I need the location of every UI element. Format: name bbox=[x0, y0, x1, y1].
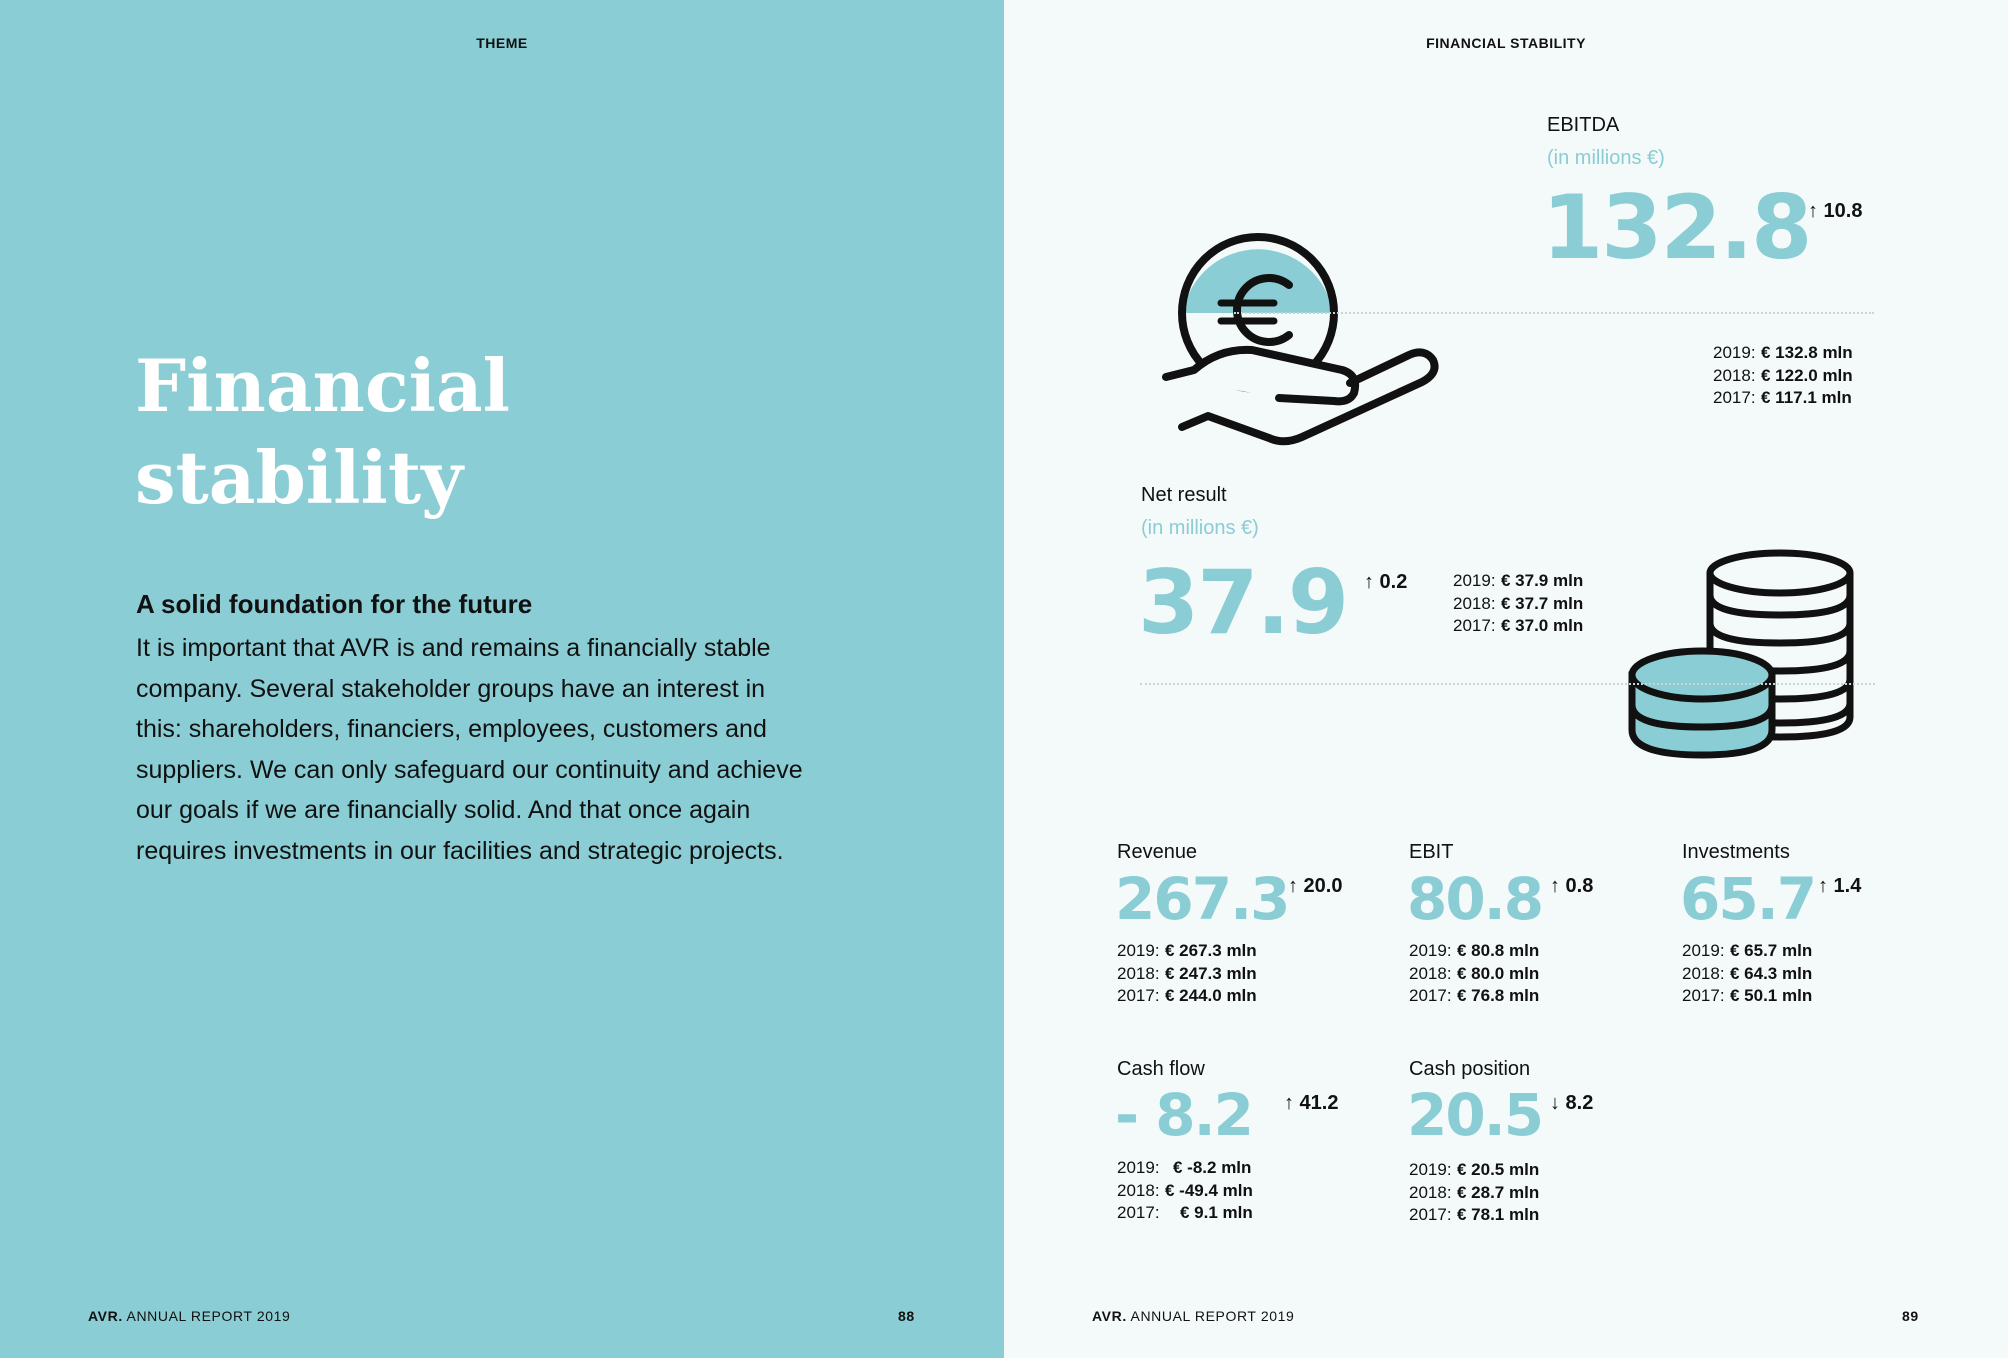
cash-flow-history bbox=[1117, 1157, 1253, 1225]
investments-change: ↑ 1.4 bbox=[1818, 875, 1862, 897]
history-row: 2019: € 37.9 mln bbox=[1453, 571, 1584, 590]
net-result-value: 37.9 bbox=[1138, 551, 1348, 654]
footer-text: ANNUAL REPORT 2019 bbox=[126, 1308, 291, 1324]
title-line-2: stability bbox=[135, 435, 463, 520]
investments-history bbox=[1682, 940, 1812, 1008]
title-line-1: Financial bbox=[135, 343, 511, 428]
investments-value: 65.7 bbox=[1680, 865, 1816, 933]
divider bbox=[1234, 312, 1874, 314]
history-row: 2018: € -49.4 mln bbox=[1117, 1180, 1253, 1200]
right-page bbox=[1004, 0, 2008, 1358]
history-row: 2017: € 117.1 mln bbox=[1713, 388, 1852, 407]
history-row: 2019: € 132.8 mln bbox=[1713, 343, 1853, 362]
footer-text: ANNUAL REPORT 2019 bbox=[1130, 1308, 1295, 1324]
cash-flow-label: Cash flow bbox=[1117, 1058, 1205, 1080]
ebitda-history bbox=[1713, 342, 1853, 410]
cash-position-change: ↓ 8.2 bbox=[1550, 1092, 1594, 1114]
revenue-label: Revenue bbox=[1117, 841, 1198, 863]
body-paragraph: It is important that AVR is and remains a financially stable company. Several stakeholder groups have an interest in this: shareholders, financiers, employees, customers and suppliers. We can only safeguard our continuity and achieve our goals if we are financially solid. And that once again requires investments in our facilities and strategic projects. bbox=[136, 634, 803, 865]
history-row: 2018: € 80.0 mln bbox=[1409, 963, 1540, 983]
history-row: 2018: € 64.3 mln bbox=[1682, 963, 1813, 983]
history-row: 2018: € 122.0 mln bbox=[1713, 365, 1853, 385]
page-number-left: 88 bbox=[898, 1308, 915, 1324]
history-row: 2018: € 37.7 mln bbox=[1453, 593, 1584, 613]
running-head-right: FINANCIAL STABILITY bbox=[1426, 35, 1586, 51]
footer-right bbox=[1092, 1308, 1294, 1324]
cash-flow-change: ↑ 41.2 bbox=[1284, 1092, 1339, 1114]
history-row: 2019: € 80.8 mln bbox=[1409, 941, 1540, 960]
cash-flow-value: - 8.2 bbox=[1115, 1081, 1253, 1149]
history-row: 2017: € 50.1 mln bbox=[1682, 986, 1813, 1005]
history-row: 2017: € 244.0 mln bbox=[1117, 986, 1257, 1005]
history-row: 2017: € 37.0 mln bbox=[1453, 616, 1584, 635]
ebitda-change: ↑ 10.8 bbox=[1808, 200, 1863, 222]
divider bbox=[1140, 683, 1875, 685]
net-result-label: Net result bbox=[1141, 484, 1227, 506]
ebit-value: 80.8 bbox=[1407, 865, 1543, 933]
footer-left bbox=[88, 1308, 290, 1324]
history-row: 2018: € 247.3 mln bbox=[1117, 963, 1257, 983]
ebitda-label: EBITDA bbox=[1547, 114, 1620, 136]
footer-brand: AVR. bbox=[1092, 1308, 1127, 1324]
hand-coin-euro-icon bbox=[1154, 225, 1464, 465]
ebit-label: EBIT bbox=[1409, 841, 1454, 863]
history-row: 2017: € 9.1 mln bbox=[1117, 1203, 1253, 1222]
cash-position-value: 20.5 bbox=[1407, 1081, 1543, 1149]
ebitda-unit: (in millions €) bbox=[1547, 147, 1665, 169]
net-result-history bbox=[1453, 570, 1583, 638]
subheading: A solid foundation for the future bbox=[136, 589, 533, 619]
history-row: 2017: € 76.8 mln bbox=[1409, 986, 1540, 1005]
ebitda-value: 132.8 bbox=[1542, 176, 1811, 279]
cash-position-history bbox=[1409, 1159, 1539, 1227]
history-row: 2019: € -8.2 mln bbox=[1117, 1158, 1252, 1177]
investments-label: Investments bbox=[1682, 841, 1790, 863]
ebit-change: ↑ 0.8 bbox=[1550, 875, 1594, 897]
coin-stacks-icon bbox=[1624, 545, 1874, 775]
net-result-change: ↑ 0.2 bbox=[1364, 571, 1408, 593]
history-row: 2018: € 28.7 mln bbox=[1409, 1182, 1540, 1202]
history-row: 2019: € 65.7 mln bbox=[1682, 941, 1813, 960]
footer-brand: AVR. bbox=[88, 1308, 123, 1324]
running-head-left: THEME bbox=[476, 35, 528, 51]
history-row: 2017: € 78.1 mln bbox=[1409, 1205, 1540, 1224]
ebit-history bbox=[1409, 940, 1539, 1008]
history-row: 2019: € 20.5 mln bbox=[1409, 1160, 1540, 1179]
net-result-unit: (in millions €) bbox=[1141, 517, 1259, 539]
page-title bbox=[135, 340, 510, 524]
cash-position-label: Cash position bbox=[1409, 1058, 1531, 1080]
history-row: 2019: € 267.3 mln bbox=[1117, 941, 1257, 960]
revenue-change: ↑ 20.0 bbox=[1288, 875, 1343, 897]
revenue-history bbox=[1117, 940, 1257, 1008]
page-number-right: 89 bbox=[1902, 1308, 1919, 1324]
revenue-value: 267.3 bbox=[1115, 865, 1289, 933]
